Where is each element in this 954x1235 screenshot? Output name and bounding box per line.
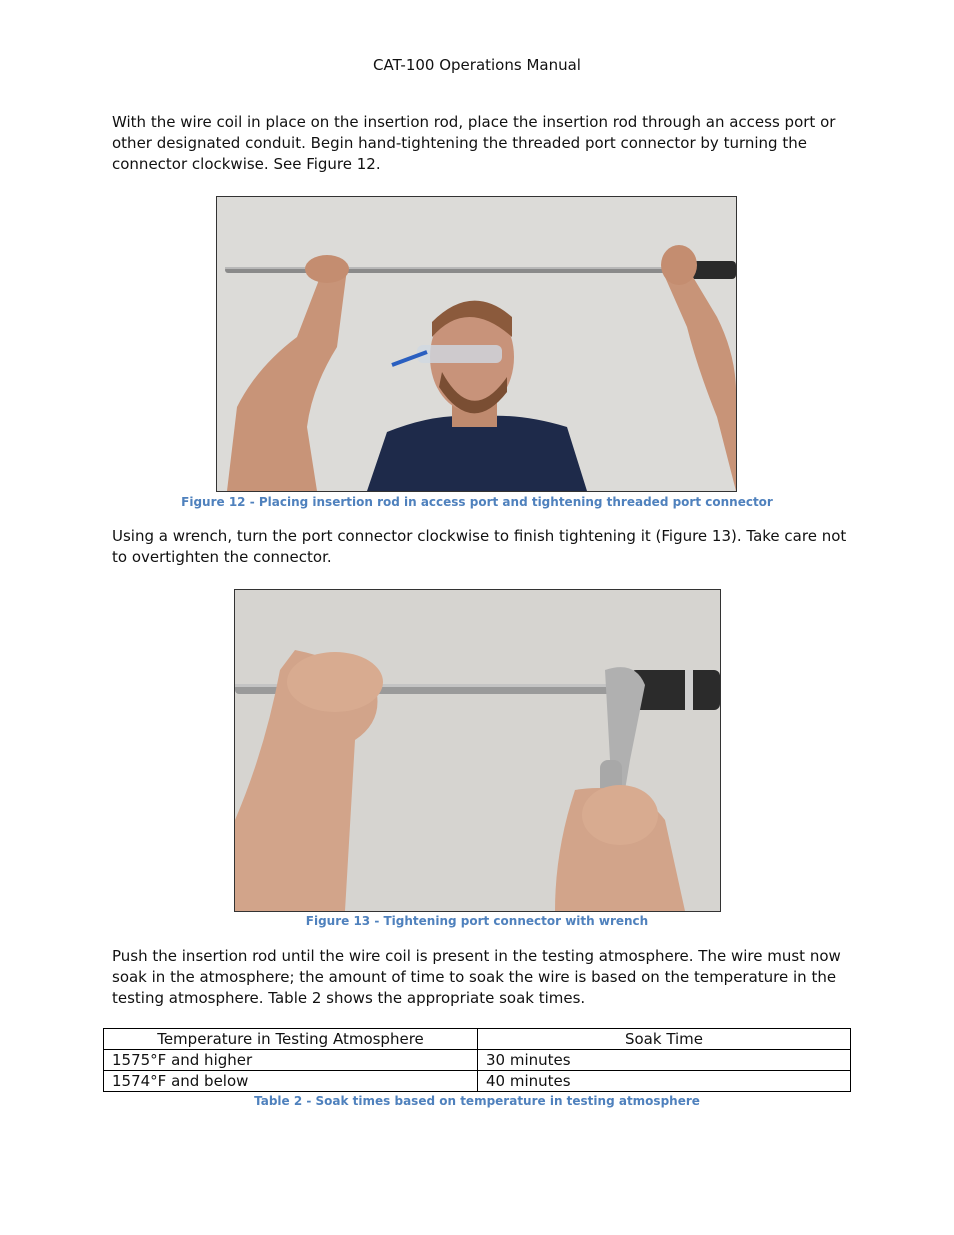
table-row: [104, 1050, 851, 1071]
paragraph-3: Push the insertion rod until the wire coil is present in the testing atmosphere. The wire must now soak in the atmosphere; the amount of time to soak the wire is based on the temperature in the testing atmosphere. Table 2 shows the appropriate soak times.: [112, 947, 841, 1007]
table-cell: 40 minutes: [478, 1071, 851, 1092]
header-soak-time: Soak Time: [478, 1029, 851, 1050]
table-row: [104, 1071, 851, 1092]
header-temperature: Temperature in Testing Atmosphere: [104, 1029, 478, 1050]
table-header-row: [104, 1029, 851, 1050]
paragraph-2: Using a wrench, turn the port connector clockwise to finish tightening it (Figure 13). Take care not to overtighten the connector.: [112, 527, 847, 566]
table-cell: 1575°F and higher: [104, 1050, 478, 1071]
figure-12-photo: [216, 196, 737, 492]
soak-time-table: [103, 1028, 851, 1092]
figure-13-caption: Figure 13 - Tightening port connector with wrench: [305, 914, 649, 928]
table-cell: 1574°F and below: [104, 1071, 478, 1092]
figure-13-photo: [234, 589, 721, 912]
table-cell: 30 minutes: [478, 1050, 851, 1071]
paragraph-1: With the wire coil in place on the insertion rod, place the insertion rod through an access port or other designated conduit. Begin hand-tightening the threaded port connector by turning the connector clockwise. See Figure 12.: [112, 113, 836, 173]
table-2-caption: Table 2 - Soak times based on temperature in testing atmosphere: [254, 1094, 700, 1108]
figure-12-caption: Figure 12 - Placing insertion rod in access port and tightening threaded port connector: [181, 495, 773, 509]
page-header: CAT-100 Operations Manual: [373, 56, 581, 74]
